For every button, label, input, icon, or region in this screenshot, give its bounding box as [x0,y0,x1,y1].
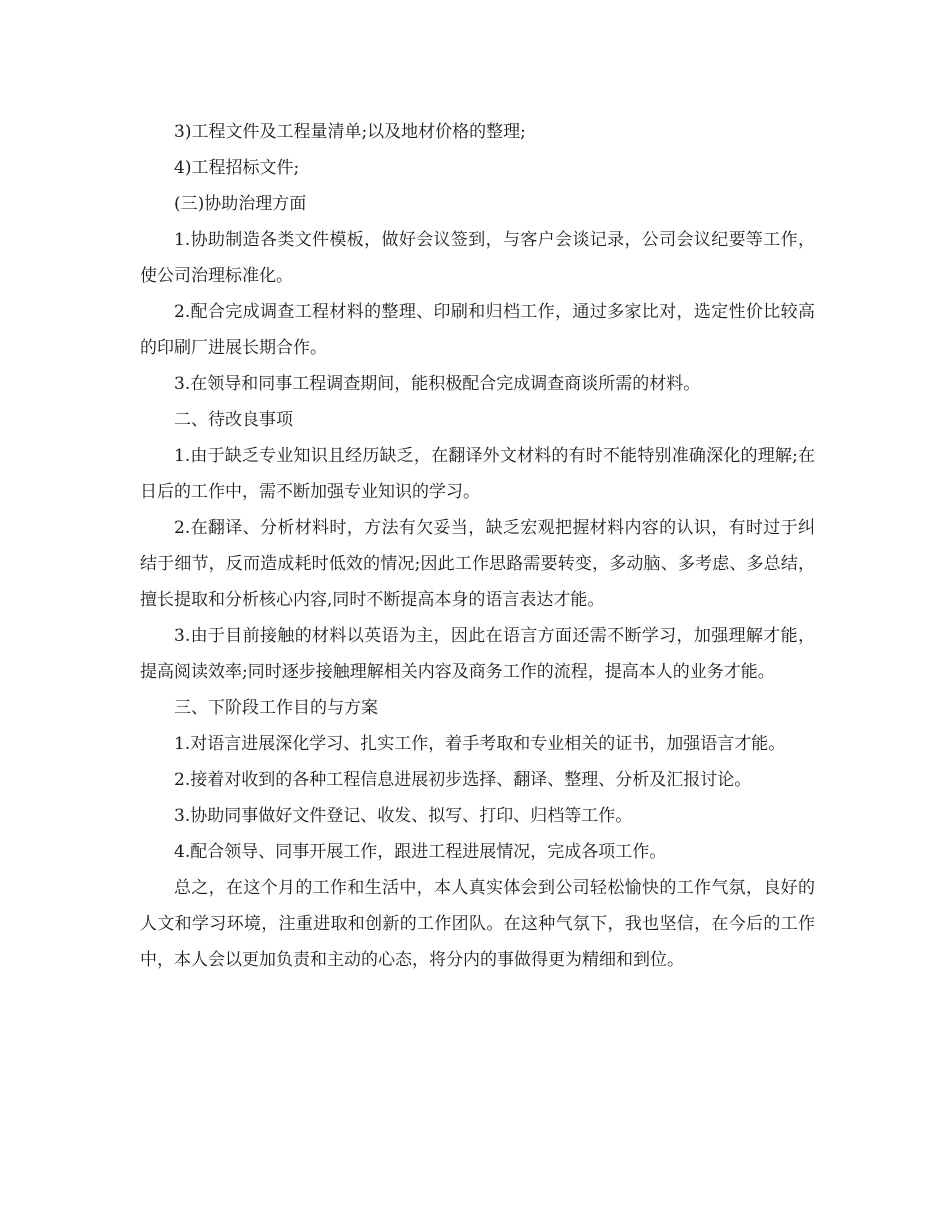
paragraph-deepen-language: 1.对语言进展深化学习、扎实工作，着手考取和专业相关的证书，加强语言才能。 [174,734,786,754]
paragraph-cooperation: 4.配合领导、同事开展工作，跟进工程进展情况，完成各项工作。 [174,842,667,862]
section-heading-assist-management: (三)协助治理方面 [174,194,307,214]
paragraph-item-3: 3)工程文件及工程量清单;以及地材价格的整理; [174,122,526,142]
paragraph-methods: 2.在翻译、分析材料时，方法有欠妥当，缺乏宏观把握材料内容的认识，有时过于纠结于细节，反而造成耗时低效的情况;因此工作思路需要转变，多动脑、多考虑、多总结，擅长提取和分析核心内容,同时不断提高本身的语言表达才能。 [140,518,815,610]
paragraph-survey-support: 3.在领导和同事工程调查期间，能积极配合完成调查商谈所需的材料。 [174,374,701,394]
section-heading-improvements: 二、待改良事项 [174,410,293,430]
paragraph-conclusion: 总之，在这个月的工作和生活中，本人真实体会到公司轻松愉快的工作气氛，良好的人文和学习环境，注重进取和创新的工作团队。在这种气氛下，我也坚信，在今后的工作中，本人会以更加负责和主动的心态，将分内的事做得更为精细和到位。 [140,878,815,970]
paragraph-printing: 2.配合完成调查工程材料的整理、印刷和归档工作，通过多家比对，选定性价比较高的印刷厂进展长期合作。 [140,302,815,358]
paragraph-templates: 1.协助制造各类文件模板，做好会议签到，与客户会谈记录，公司会议纪要等工作，使公司治理标准化。 [140,230,815,286]
paragraph-item-4: 4)工程招标文件; [174,158,300,178]
paragraph-language-study: 3.由于目前接触的材料以英语为主，因此在语言方面还需不断学习，加强理解才能，提高阅读效率;同时逐步接触理解相关内容及商务工作的流程，提高本人的业务才能。 [140,626,815,682]
paragraph-knowledge-gap: 1.由于缺乏专业知识且经历缺乏，在翻译外文材料的有时不能特别准确深化的理解;在日后的工作中，需不断加强专业知识的学习。 [140,446,815,502]
document-body [140,114,815,978]
section-heading-next-stage: 三、下阶段工作目的与方案 [174,698,378,718]
paragraph-project-info: 2.接着对收到的各种工程信息进展初步选择、翻译、整理、分析及汇报讨论。 [174,770,752,790]
paragraph-documents: 3.协助同事做好文件登记、收发、拟写、打印、归档等工作。 [174,806,633,826]
